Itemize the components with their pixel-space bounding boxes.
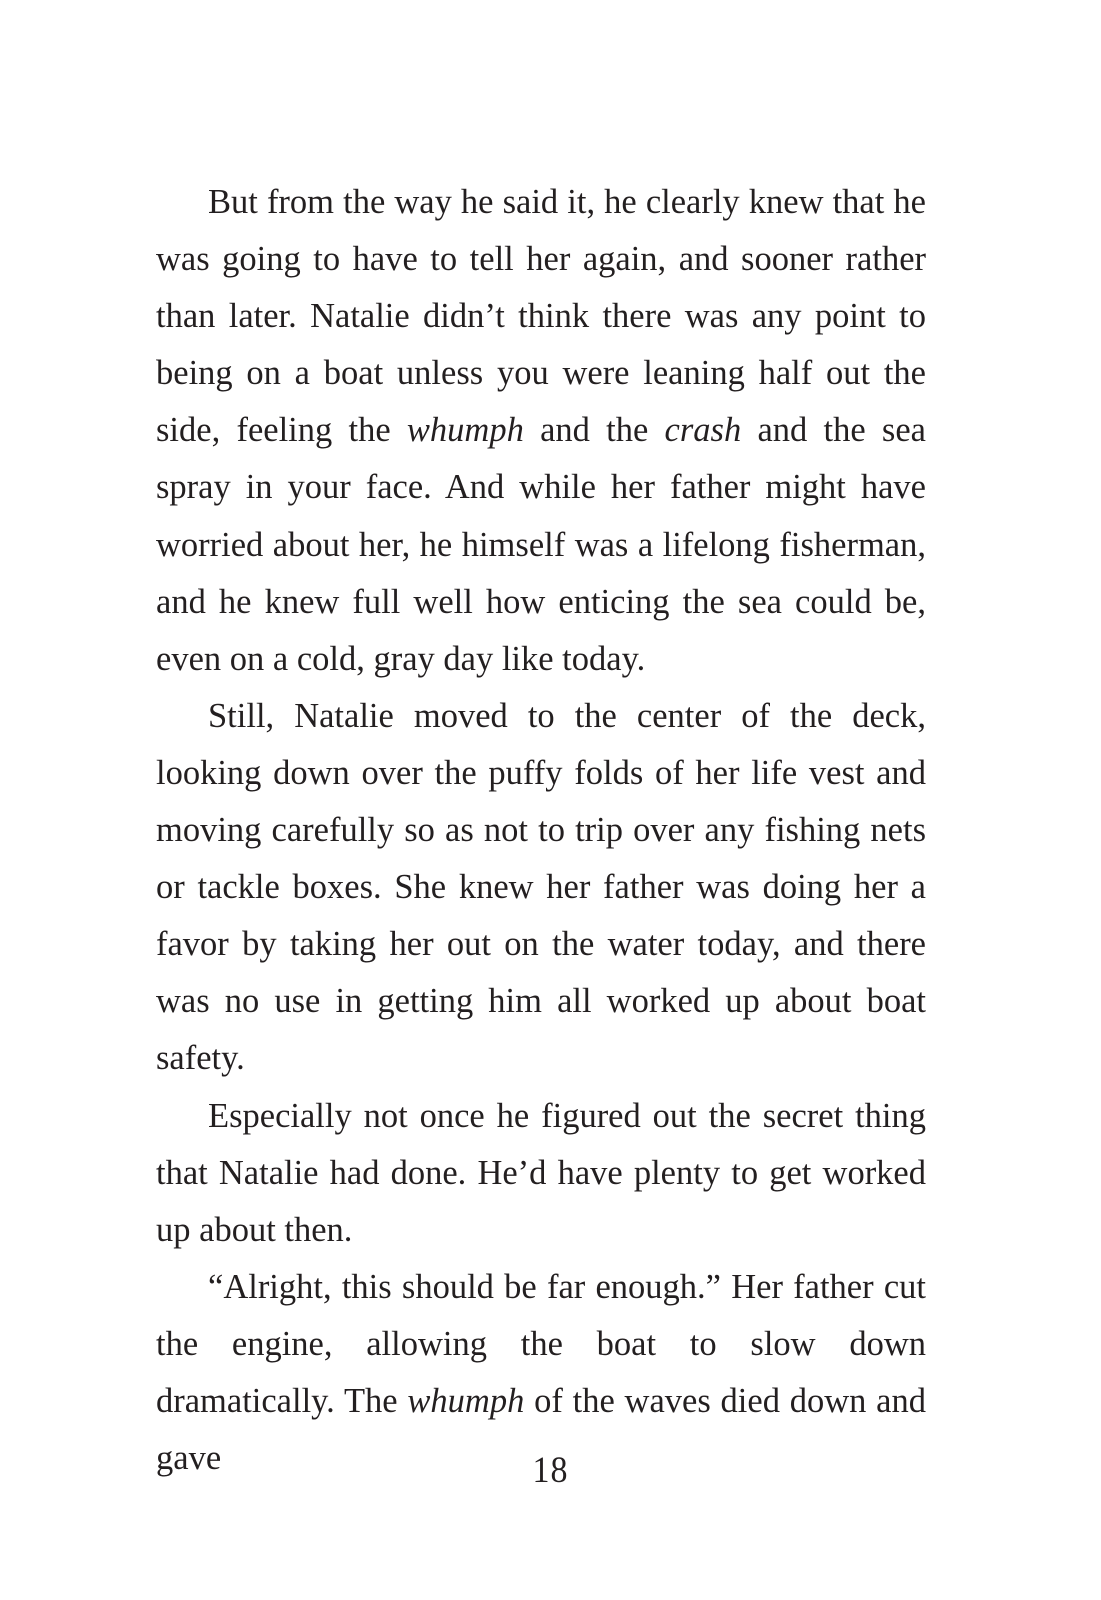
paragraph-1-segment-1: But from the way he said it, he clearly knew that he was going to have to tell her again, and sooner rather than later. Natalie didn’t think there was any point to being on a boat unless you were leaning half out the side, feeling the — [156, 183, 926, 450]
paragraph-4-segment-1: “Alright, this should be far enough.” Her father cut the engine, allowing the boat to slow down dramatically. The — [156, 1267, 926, 1420]
paragraph-4-segment-3: of the waves died down and gave — [156, 1381, 926, 1478]
paragraph-1-segment-5: and the sea spray in your face. And while her father might have worried about her, he himself was a lifelong fisherman, and he knew full well how enticing the sea could be, even on a cold, gray day like today. — [156, 411, 926, 678]
paragraph-2 — [156, 688, 926, 1088]
paragraph-1-italic-crash: crash — [664, 411, 742, 450]
paragraph-1 — [156, 174, 926, 688]
paragraph-3 — [156, 1088, 926, 1259]
page-number: 18 — [532, 1450, 569, 1491]
body-text — [156, 174, 926, 1487]
paragraph-4-italic-whumph: whumph — [407, 1381, 525, 1420]
paragraph-1-segment-3: and the — [523, 411, 665, 450]
paragraph-3-segment-1: Especially not once he figured out the secret thing that Natalie had done. He’d have plenty to get worked up about then. — [156, 1096, 926, 1249]
paragraph-1-italic-whumph: whumph — [406, 411, 524, 450]
paragraph-2-segment-1: Still, Natalie moved to the center of the deck, looking down over the puffy folds of her life vest and moving carefully so as not to trip over any fishing nets or tackle boxes. She knew her father was doing her a favor by taking her out on the water today, and there was no use in getting him all worked up about boat safety. — [156, 696, 926, 1078]
